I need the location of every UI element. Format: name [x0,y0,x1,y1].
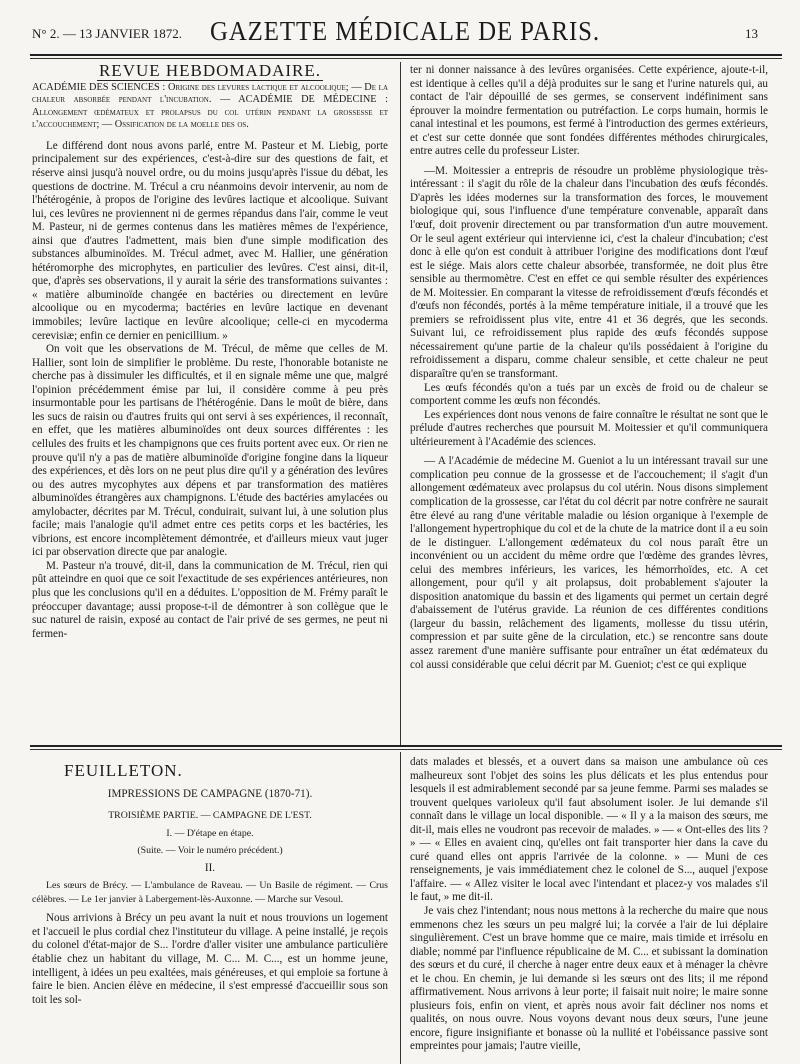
feuilleton-paragraph: Je vais chez l'intendant; nous nous mettons à la recherche du maire que nous emmenons chez les sœurs un peu malgré lui; la corvée a l'air de lui déplaire singulièrement. C'est un brave homme que ce maire, mais timide et irrésolu en diable; nommé par l'influence républicaine de M. C... et subissant la domination des sœurs et du curé, il cherche à nager entre deux eaux et à ménager la chèvre et le chou. En chemin, je lui demande si les sœurs ont des lits; il me répond affirmativement. Nous arrivons à leur porte; il faisait nuit noire; le maire sonne plusieurs fois, enfin on vient, et après nous avoir fait décliner nos noms et qualités, on nous ouvre. Nous voyons devant nous deux sœurs, l'une jeune encore, figure insignifiante et bonasse où la nullité et l'obéissance passive sont empreintes pour jamais; l'autre vieille, [410,905,768,1053]
revue-summary: ACADÉMIE DES SCIENCES : Origine des levures lactique et alcoolique; — De la chaleur absorbée pendant l'incubation. — ACADÉMIE DE MÉDECINE : Allongement œdémateux et prolapsus du col utérin pendant la grossesse et l'accouchement; — Ossification de la moelle des os. [32,81,388,131]
issue-date: N° 2. — 13 JANVIER 1872. [32,26,183,41]
left-column [32,61,388,641]
feuilleton-paragraph: Nous arrivions à Brécy un peu avant la nuit et nous trouvions un logement et l'accueil le plus cordial chez l'instituteur du village. A peine installé, je reçois du colonel d'état-major de S... l'ordre d'aller visiter une ambulance particulière établie chez un habitant du village, M. C... M. C..., est un homme jeune, intelligent, à idées un peu exaltées, mais généreuses, et qui emploie sa fortune à faire le bien. Ancien élève en médecine, il s'est empressé d'accueillir sous son toit les sol- [32,912,388,1006]
article-paragraph: ter ni donner naissance à des levûres organisées. Cette expérience, ajoute-t-il, est identique à celles qu'il a déjà produites sur le sang et l'urine naturels qui, au contact de l'air dépouillé de ses germes, se conservent indéfiniment sans éprouver la moindre fermentation ou putréfaction. Le corps humain, hormis le canal intestinal et les poumons, est fermé à l'introduction des germes extérieurs, et c'est sur cette donnée que sont fondées différentes méthodes chirurgicales, entre autres celle du professeur Lister. [410,64,768,158]
right-column [410,64,768,672]
feuilleton-section: II. [204,861,216,874]
page-header [30,14,780,48]
header-rule [30,54,782,56]
feuilleton-note: (Suite. — Voir le numéro précédent.) [137,845,283,857]
feuilleton-paragraph: dats malades et blessés, et a ouvert dans sa maison une ambulance où ces malheureux sont l'objet des soins les plus délicats et les plus entendus pour lesquels il est admirablement secondé par sa jeune femme. Parmi ses malades se trouvent quelques varioleux qu'il faut absolument isoler. Je lui demande s'il connaît dans le village un local disponible. — « Il y a la maison des sœurs, me dit-il, mais elles ne voudront pas recevoir de malades. » — « Ont-elles des lits ? » — « Elles en avaient cinq, qu'elles ont fait transporter hier dans la cave du curé quand elles ont appris l'arrivée de la colonne. » — Muni de ces renseignements, je vais immédiatement chez le colonel de S..., auquel j'expose l'affaire. — « Allez visiter le local avec l'intendant et placez-y vos malades s'il le faut, » me dit-il. [410,756,768,904]
header-rule-thin [30,58,782,59]
feuilleton-title: FEUILLETON. [64,761,183,780]
feuilleton-left-column [32,758,388,1007]
article-paragraph: Les œufs fécondés qu'on a tués par un excès de froid ou de chaleur se comportent comme les œufs non fécondés. [410,381,768,408]
feuilleton-right-column [410,756,768,1054]
article-paragraph: —M. Moitessier a entrepris de résoudre un problème physiologique très-intéressant : il s'agit du rôle de la chaleur dans l'incubation des œufs fécondés. D'après les idées modernes sur la transformation des forces, le mouvement biologique qui, sous l'influence d'une température convenable, apparaît dans l'œuf, doit provenir directement ou par transformation d'un autre mouvement. Or le seul agent extérieur qui intervienne ici, c'est la chaleur d'incubation; c'est donc à elle qu'on est conduit à attribuer l'origine des modifications dont l'œuf est le siége. Mais alors cette chaleur absorbée, transformée, ne doit plus être sensible au thermomètre. C'est en effet ce qui semble résulter des expériences de M. Moitessier. En comparant la vitesse de refroidissement d'œufs fécondés et d'œufs non fécondés, portés à la même température initiale, il a trouvé que les premiers se refroidissent plus vite, entre 41 et 36 degrés, que les seconds. Suivant lui, ce refroidissement plus rapide des œufs fécondés suppose nécessairement qu'une partie de la chaleur qu'ils possédaient à l'origine du refroidissement a disparu, comme chaleur sensible, et cette chaleur ne peut disparaître qu'en se transformant. [410,164,768,381]
article-paragraph: On voit que les observations de M. Trécul, de même que celles de M. Hallier, sont loin de simplifier le problème. Du reste, l'honorable botaniste ne cherche pas à dissimuler les difficultés, et il en signale même une que, malgré l'opinion précédemment émise par lui, il considère comme à peu près insurmontable pour les partisans de l'hétérogénie. Dans le moût de bière, dans les sucs de raisin ou d'autres fruits qui ont servi à ses expériences, il reconnaît, en effet, que les matières albuminoïdes ont deux sources différentes : les cellules des fruits et les champignons que ces fruits portent avec eux. Or rien ne prouve qu'il n'y a pas de matière albuminoïde d'origine fongine dans la liqueur des expériences, et dès lors on ne peut plus dire qu'il y a génération des levûres ou des autres mycophytes aux dépens et par transformation des matières albuminoïdes étrangères aux champignons. L'étude des bactéries amylacées ou amylobacter, décrites par M. Trécul, conduirait, suivant lui, à une solution plus facile; mais l'analogie qu'il admet entre ces petits corps et les bactéries, les vibrions, est encore incomplètement démontrée, et d'ailleurs mieux vaut juger ici par observation directe que par analogie. [32,343,388,559]
page-number: 13 [745,26,758,41]
feuilleton-rule-thin [30,749,782,750]
article-paragraph: M. Pasteur n'a trouvé, dit-il, dans la communication de M. Trécul, rien qui pût atteindre en quoi que ce soit l'exactitude de ses expériences antérieures, non plus que les conclusions qu'il en a déduites. L'opposition de M. Frémy paraît le préoccuper davantage; aussi propose-t-il de démontrer à son collègue que le suc naturel de raisin, exposé au contact de l'air privé de ses germes, ne peut ni fermen- [32,559,388,640]
feuilleton-subtitle: IMPRESSIONS DE CAMPAGNE (1870-71). [107,787,313,800]
column-divider-top [400,62,401,746]
article-paragraph: Les expériences dont nous venons de faire connaître le résultat ne sont que le prélude d'autres recherches que poursuit M. Moitessier et qu'il communiquera ultérieurement à l'Académie des sciences. [410,408,768,448]
article-paragraph: — A l'Académie de médecine M. Gueniot a lu un intéressant travail sur une complication peu connue de la grossesse et de l'accouchement; il s'agit d'un allongement œdémateux avec prolapsus du col utérin. Nous disons simplement complication de la grossesse, car l'état du col décrit par notre confrère ne saurait être élevé au rang d'une véritable maladie ou lésion organique à l'exemple de l'allongement hypertrophique du col et de la chute de la matrice dont il a eu soin de le distinguer. L'allongement œdémateux du col nous paraît être un inconvénient ou un accident du même ordre que l'œdème des grandes lèvres, celui des membres inférieurs, les varices, les hémorrhoïdes, etc. A cet allongement, pour qu'il y ait prolapsus, doit probablement s'ajouter la disposition anatomique du bassin et des ligaments qui permet un certain degré d'abaissement de l'utérus gravide. La réunion de ces différentes conditions (largeur du bassin, relâchement des ligaments, mollesse du tissu utérin, compression et par suite gêne de la circulation, etc.) se rencontre sans doute assez rarement d'une manière suffisante pour entraîner un état œdémateux du col aussi considérable que celui décrit par M. Gueniot; c'est ce qui explique [410,455,768,671]
journal-title: GAZETTE MÉDICALE DE PARIS. [209,16,601,46]
column-divider-bottom [400,752,401,1064]
feuilleton-summary: Les sœurs de Brécy. — L'ambulance de Raveau. — Un Basile de régiment. — Crus célèbres. — Le 1er janvier à Labergement-lès-Auxonne. — Marche sur Vesoul. [32,880,388,905]
article-paragraph: Le différend dont nous avons parlé, entre M. Pasteur et M. Liebig, porte principalement sur des expériences, c'est-à-dire sur des questions de fait, et réserve ainsi jusqu'à nouvel ordre, ou du moins jusqu'après l'issue du débat, les questions de doctrine. M. Trécul a cru néanmoins devoir intervenir, au nom de l'hétérogénie, à propos de l'origine des levûres lactique et alcoolique. Suivant lui, ces levûres ne proviennent ni de germes répandus dans l'air, comme le veut M. Pasteur, ni de germes contenus dans les matières mêmes de l'expérience, ainsi que d'autres l'admettent, mais bien d'une simple modification des substances albuminoïdes. M. Trécul admet, avec M. Hallier, une génération hétéromorphe des microphytes, en particulier des levûres. C'est ainsi, dit-il, que, d'après ses observations, il y aurait la série des transformations suivantes : « matière albuminoïde changée en bactéries ou directement en levûre alcoolique ou en mycoderma; bactéries en levûre lactique en devenant immobiles; levûre lactique en levûre alcoolique; celle-ci en mycoderma cerevisiæ; enfin ce dernier en penicillium. » [32,139,388,342]
feuilleton-chapter: I. — D'étape en étape. [166,827,254,839]
feuilleton-part: TROISIÈME PARTIE. — CAMPAGNE DE L'EST. [108,810,312,822]
revue-title: REVUE HEBDOMADAIRE. [98,61,322,80]
feuilleton-rule [30,745,782,747]
